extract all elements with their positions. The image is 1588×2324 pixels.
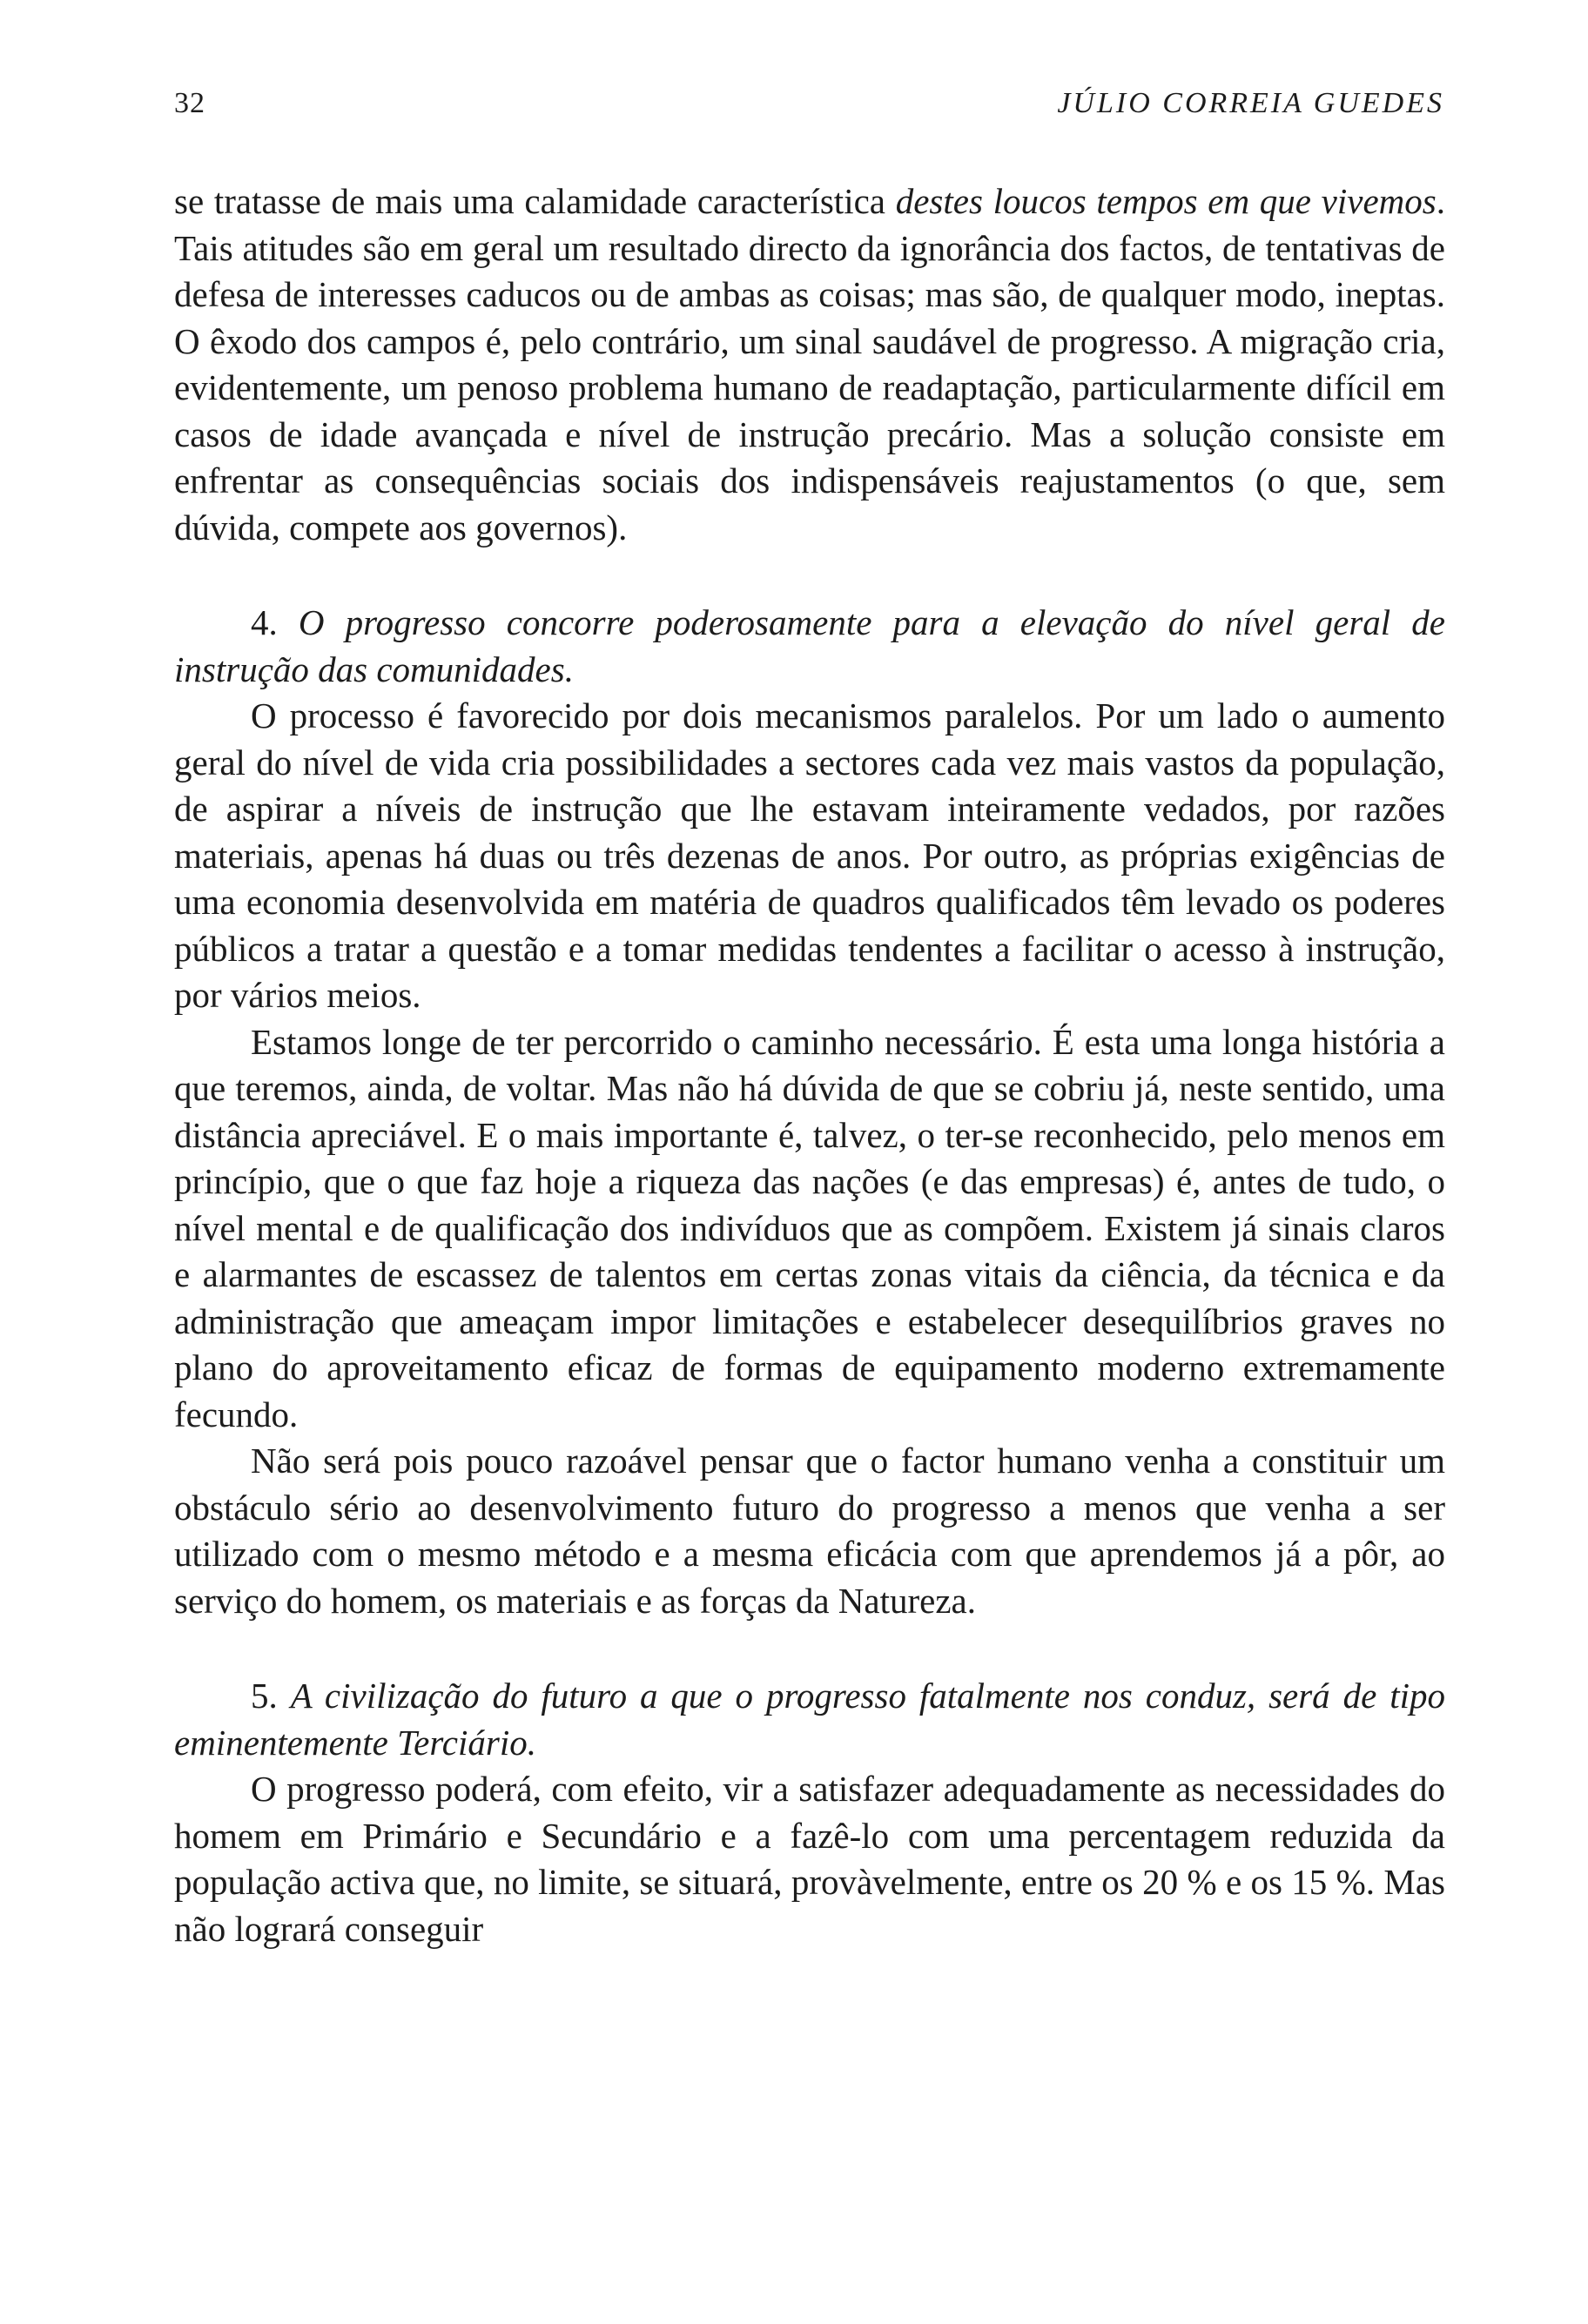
section-number: 4. — [251, 602, 299, 642]
section-number: 5. — [251, 1676, 291, 1716]
paragraph-text: . Tais atitudes são em geral um resultado directo da ignorância dos factos, de tentativas de defesa de interesses caducos ou de ambas as coisas; mas são, de qualquer modo, ineptas. O êxodo dos campos é, pelo contrário, um sinal saudável de progresso. A migração cria, evidentemente, um penoso problema humano de readaptação, particularmente difícil em casos de idade avançada e nível de instrução precário. Mas a solução consiste em enfrentar as consequências sociais dos indispensáveis reajustamentos (o que, sem dúvida, compete aos governos). — [174, 181, 1445, 547]
paragraph: O progresso poderá, com efeito, vir a satisfazer adequadamente as necessidades do homem em Primário e Secundário e a fazê-lo com uma percentagem reduzida da população activa que, no limite, se situará, provàvelmente, entre os 20 % e os 15 %. Mas não logrará conseguir — [174, 1769, 1445, 1949]
italic-phrase: destes loucos tempos em que vivemos — [895, 181, 1437, 221]
page-number: 32 — [174, 87, 205, 119]
section-heading-5 — [174, 1673, 1445, 1766]
paragraph: Estamos longe de ter percorrido o caminho necessário. É esta uma longa história a que teremos, ainda, de voltar. Mas não há dúvida de que se cobriu já, neste sentido, uma distância apreciável. E o mais importante é, talvez, o ter-se reconhecido, pelo menos em princípio, que o que faz hoje a riqueza das nações (e das empresas) é, antes de tudo, o nível mental e de qualificação dos indivíduos que as compõem. Existem já sinais claros e alarmantes de escassez de talentos em certas zonas vitais da ciência, da técnica e da administração que ameaçam impor limitações e estabelecer desequilíbrios graves no plano do aproveitamento eficaz de formas de equipamento moderno extremamente fecundo. — [174, 1021, 1445, 1434]
running-head — [174, 87, 1444, 131]
paragraph-text: se tratasse de mais uma calamidade característica — [174, 181, 896, 221]
section-heading-4 — [174, 600, 1445, 693]
paragraph: O processo é favorecido por dois mecanismos paralelos. Por um lado o aumento geral do nível de vida cria possibilidades a sectores cada vez mais vastos da população, de aspirar a níveis de instrução que lhe estavam inteiramente vedados, por razões materiais, apenas há duas ou três dezenas de anos. Por outro, as próprias exigências de uma economia desenvolvida em matéria de quadros qualificados têm levado os poderes públicos a tratar a questão e a tomar medidas tendentes a facilitar o acesso à instrução, por vários meios. — [174, 695, 1445, 1015]
paragraph-continuation — [174, 178, 1445, 551]
paragraph: Não será pois pouco razoável pensar que o factor humano venha a constituir um obstáculo sério ao desenvolvimento futuro do progresso a menos que venha a ser utilizado com o mesmo método e a mesma eficácia com que aprendemos já a pôr, ao serviço do homem, os materiais e as forças da Natureza. — [174, 1441, 1445, 1621]
body-text — [174, 178, 1445, 1952]
section-title: O progresso concorre poderosamente para a elevação do nível geral de instrução das comunidades. — [174, 602, 1446, 689]
section-title: A civilização do futuro a que o progresso fatalmente nos conduz, será de tipo eminentemente Terciário. — [174, 1676, 1446, 1763]
running-title: JÚLIO CORREIA GUEDES — [1057, 87, 1444, 119]
